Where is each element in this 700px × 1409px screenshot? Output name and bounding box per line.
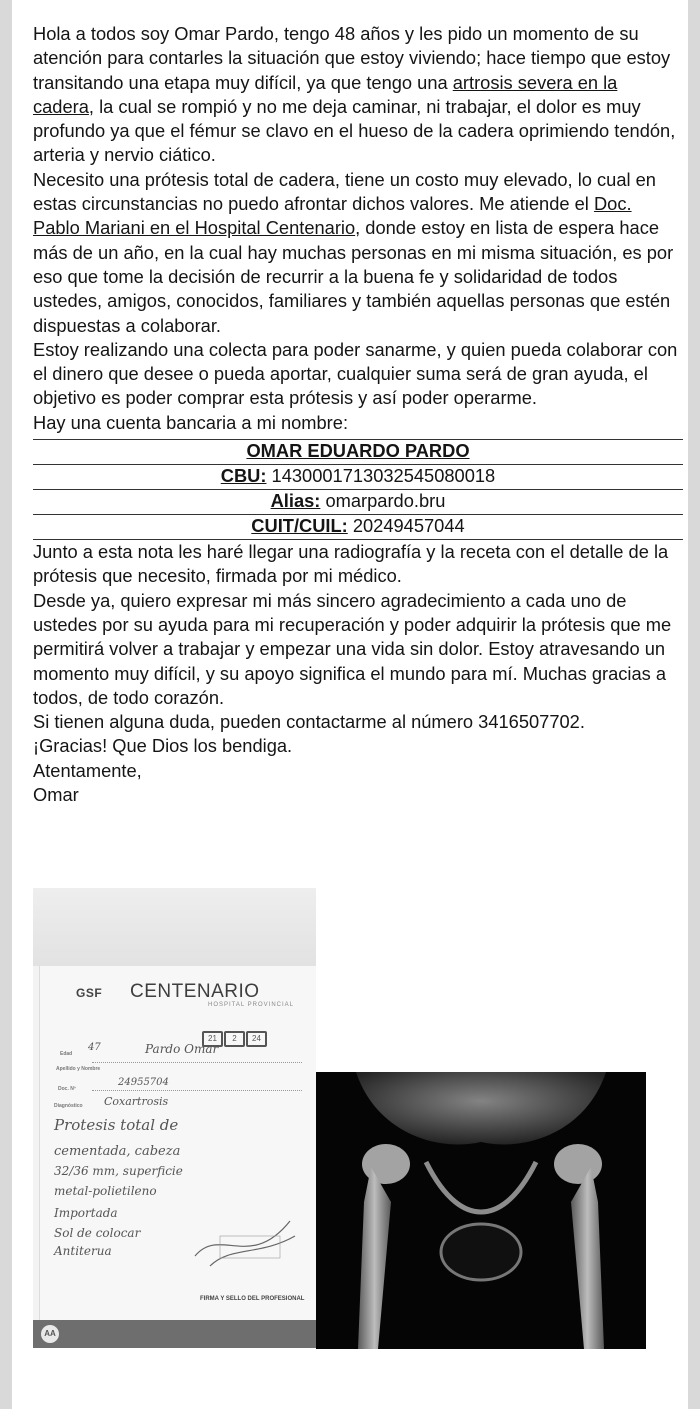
intro-underlined: artrosis severa en la cadera bbox=[33, 71, 618, 117]
right-femur bbox=[571, 1167, 604, 1349]
paragraph-attach: Junto a esta nota les haré llegar una radiografía y la receta con el detalle de la prótesis que necesito, firmada por mi médico. bbox=[33, 541, 669, 587]
motorola-badge-icon: AA bbox=[41, 1325, 59, 1343]
paragraph-need bbox=[33, 168, 683, 338]
stamp-label: FIRMA Y SELLO DEL PROFESIONAL bbox=[200, 1296, 305, 1302]
photo-background bbox=[33, 888, 316, 966]
left-femur bbox=[358, 1167, 391, 1349]
age-label: Edad bbox=[60, 1051, 73, 1057]
intro-rest: , la cual se rompió y no me deja caminar, ni trabajar, el dolor es muy profundo ya que el fémur se clavo en el hueso de la cadera oprimiendo tendón, arteria y nervio ciático. bbox=[33, 95, 676, 166]
bank-row-name bbox=[33, 439, 683, 464]
rx-line-5: Importada bbox=[54, 1206, 118, 1220]
hospital-title: CENTENARIO bbox=[130, 981, 260, 1002]
age-value: 47 bbox=[88, 1042, 101, 1053]
bank-row-alias bbox=[33, 489, 683, 514]
alias-label: Alias: bbox=[270, 490, 321, 512]
hip-xray-image bbox=[316, 1072, 646, 1349]
alias-value: omarpardo.bru bbox=[320, 490, 446, 512]
need-rest: , donde estoy en lista de espera hace más de un año, en la cual hay muchas personas en mi misma situación, es por eso que tome la decisión de recurrir a la buena fe y solidaridad de todos ustedes, amigos, conocidos, familiares y también aquellas personas que estén dispuestas a colaborar. bbox=[33, 217, 674, 336]
paragraph-contact: Si tienen alguna duda, pueden contactarme al número 3416507702. bbox=[33, 711, 585, 733]
date-year: 24 bbox=[246, 1031, 267, 1047]
patient-line bbox=[92, 1062, 302, 1063]
hospital-subtitle: HOSPITAL PROVINCIAL bbox=[208, 1002, 295, 1008]
diagnosis-value: Coxartrosis bbox=[104, 1095, 169, 1108]
cuit-label: CUIT/CUIL: bbox=[251, 515, 348, 537]
closing: Atentamente, bbox=[33, 759, 142, 781]
rx-line-2: cementada, cabeza bbox=[54, 1144, 181, 1159]
dni-value: 24955704 bbox=[118, 1077, 169, 1088]
cuit-value: 20249457044 bbox=[347, 515, 465, 537]
doctor-underlined: Doc. Pablo Mariani en el Hospital Centenario bbox=[33, 193, 632, 239]
need-text: Necesito una prótesis total de cadera, tiene un costo muy elevado, lo cual en estas circunstancias no puedo afrontar dichos valores. Me atiende el bbox=[33, 168, 656, 215]
prescription-sheet bbox=[39, 966, 316, 1348]
bank-details bbox=[33, 439, 683, 540]
rx-line-1: Protesis total de bbox=[54, 1116, 179, 1134]
date-month: 2 bbox=[224, 1031, 245, 1047]
diagnosis-label: Diagnóstico bbox=[54, 1103, 83, 1109]
patient-label: Apellido y Nombre bbox=[56, 1066, 101, 1072]
bank-row-cbu bbox=[33, 464, 683, 489]
cbu-value: 1430001713032545080018 bbox=[266, 465, 496, 487]
hospital-logo: GSF bbox=[76, 986, 103, 1000]
paragraph-thanks: Desde ya, quiero expresar mi más sincero agradecimiento a cada uno de ustedes por su ayuda para mi recuperación y poder adquirir la prótesis que me permitirá volver a trabajar y empezar una vida sin dolor. Estoy atravesando un momento muy difícil, y su apoyo significa el mundo para mí. Muchas gracias a todos, de todo corazón. bbox=[33, 589, 672, 708]
xray-drawing bbox=[316, 1072, 646, 1349]
letter-body bbox=[33, 22, 683, 807]
patient-name: Pardo Omar bbox=[145, 1042, 219, 1056]
dni-label: Doc. Nº bbox=[58, 1086, 76, 1092]
pelvic-ring bbox=[426, 1162, 536, 1212]
prescription-photo bbox=[33, 888, 316, 1348]
frame-right-edge bbox=[688, 0, 700, 1409]
pelvis-shape bbox=[356, 1072, 606, 1144]
rx-line-4: metal-polietileno bbox=[54, 1184, 157, 1198]
rx-line-7: Antiterua bbox=[54, 1244, 112, 1258]
signature-name: Omar bbox=[33, 784, 79, 806]
cbu-label: CBU: bbox=[220, 465, 267, 487]
paragraph-account-intro: Hay una cuenta bancaria a mi nombre: bbox=[33, 411, 349, 433]
photo-bottom-bar bbox=[33, 1320, 316, 1348]
paragraph-blessing: ¡Gracias! Que Dios los bendiga. bbox=[33, 735, 293, 757]
rx-line-6: Sol de colocar bbox=[54, 1226, 141, 1240]
frame-left-edge bbox=[0, 0, 12, 1409]
bank-row-cuit bbox=[33, 514, 683, 540]
intro-text: Hola a todos soy Omar Pardo, tengo 48 años y les pido un momento de su atención para contarles la situación que estoy viviendo; hace tiempo que estoy transitando una etapa muy difícil, ya que tengo una bbox=[33, 23, 671, 93]
dni-line bbox=[92, 1090, 302, 1091]
account-holder-name: OMAR EDUARDO PARDO bbox=[246, 440, 470, 462]
date-day: 21 bbox=[202, 1031, 223, 1047]
right-femoral-head bbox=[554, 1144, 602, 1184]
paragraph-intro bbox=[33, 22, 683, 168]
rx-line-3: 32/36 mm, superficie bbox=[54, 1164, 183, 1178]
obturator-area bbox=[441, 1224, 521, 1280]
paragraph-collection: Estoy realizando una colecta para poder sanarme, y quien pueda colaborar con el dinero que desee o pueda aportar, cualquier suma será de gran ayuda, el objetivo es poder comprar esta prótesis y así poder operarme. bbox=[33, 338, 678, 409]
doctor-signature-stamp bbox=[190, 1216, 300, 1276]
